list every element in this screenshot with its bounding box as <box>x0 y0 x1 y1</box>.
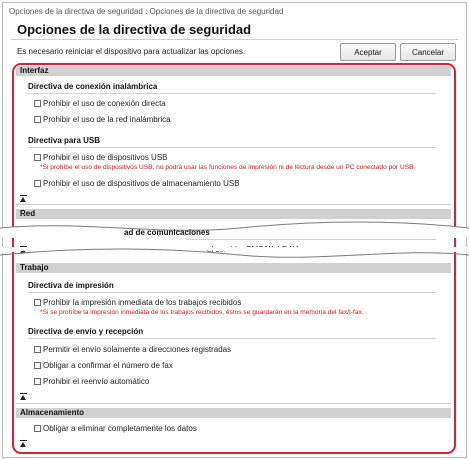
checkbox[interactable] <box>34 180 41 187</box>
group-divider <box>186 239 436 240</box>
option-prohibit-wireless-lan[interactable] <box>34 114 171 124</box>
option-label: Prohibir el uso de la red inalámbrica <box>43 114 171 124</box>
accept-button[interactable]: Aceptar <box>340 43 396 61</box>
group-title-print: Directiva de impresión <box>28 281 114 290</box>
option-label: Prohibir la impresión inmediata de los trabajos recibidos <box>43 297 242 307</box>
checkbox[interactable] <box>34 362 41 369</box>
option-label: Obligar a eliminar completamente los datos <box>43 423 197 433</box>
print-warning-note: *Si se prohíbe la impresión inmediata de los trabajos recibidos, éstos se guardarán en la memoria del fax/I-fax. <box>40 309 364 316</box>
option-prohibit-immediate-print[interactable] <box>34 297 241 307</box>
section-header-job: Trabajo <box>16 263 451 273</box>
cancel-button[interactable]: Cancelar <box>400 43 456 61</box>
group-divider <box>28 338 436 339</box>
option-prohibit-auto-forward[interactable] <box>34 376 149 386</box>
section-header-network: Red <box>16 209 451 219</box>
group-divider <box>28 93 436 94</box>
option-allow-registered-only[interactable] <box>34 344 231 354</box>
group-title-send-receive: Directiva de envío y recepción <box>28 327 144 336</box>
title-divider <box>11 39 458 40</box>
checkbox[interactable] <box>34 154 41 161</box>
option-prohibit-usb-storage[interactable] <box>34 178 240 188</box>
breadcrumb: Opciones de la directiva de seguridad : Opciones de la directiva de seguridad <box>9 7 284 16</box>
omission-break-top <box>0 218 469 238</box>
restart-notice: Es necesario reiniciar el dispositivo para actualizar las opciones. <box>17 47 246 56</box>
group-title-usb: Directiva para USB <box>28 136 101 145</box>
group-title-communications-partial: ad de comunicaciones <box>124 228 210 237</box>
option-label: Prohibir el uso de conexión directa <box>43 98 166 108</box>
option-label: Prohibir el uso de dispositivos de almacenamiento USB <box>43 178 240 188</box>
option-force-complete-erase[interactable] <box>34 423 197 433</box>
usb-warning-note: *Si prohíbe el uso de dispositivos USB, no podrá usar las funciones de impresión ni de lectura desde un PC conectado por USB. <box>40 164 416 171</box>
group-divider <box>28 292 436 293</box>
back-to-top-icon[interactable] <box>20 393 28 401</box>
group-divider <box>28 147 436 148</box>
option-label: Prohibir el reenvío automático <box>43 376 150 386</box>
page-title: Opciones de la directiva de seguridad <box>17 22 252 37</box>
section-divider <box>16 204 451 205</box>
group-title-wireless: Directiva de conexión inalámbrica <box>28 82 158 91</box>
option-label: Obligar a confirmar el número de fax <box>43 360 173 370</box>
option-label: Prohibir el uso de dispositivos USB <box>43 152 168 162</box>
back-to-top-icon[interactable] <box>20 440 28 448</box>
checkbox[interactable] <box>34 116 41 123</box>
checkbox[interactable] <box>34 346 41 353</box>
option-label: Permitir el envío solamente a direcciones registradas <box>43 344 232 354</box>
section-header-interface: Interfaz <box>16 66 451 76</box>
checkbox[interactable] <box>34 425 41 432</box>
option-confirm-fax-number[interactable] <box>34 360 173 370</box>
checkbox[interactable] <box>34 299 41 306</box>
checkbox[interactable] <box>34 378 41 385</box>
option-prohibit-direct-connection[interactable] <box>34 98 166 108</box>
section-header-storage: Almacenamiento <box>16 408 451 418</box>
section-divider <box>16 403 451 404</box>
back-to-top-icon[interactable] <box>20 195 28 203</box>
checkbox[interactable] <box>34 100 41 107</box>
option-prohibit-usb-devices[interactable] <box>34 152 168 162</box>
